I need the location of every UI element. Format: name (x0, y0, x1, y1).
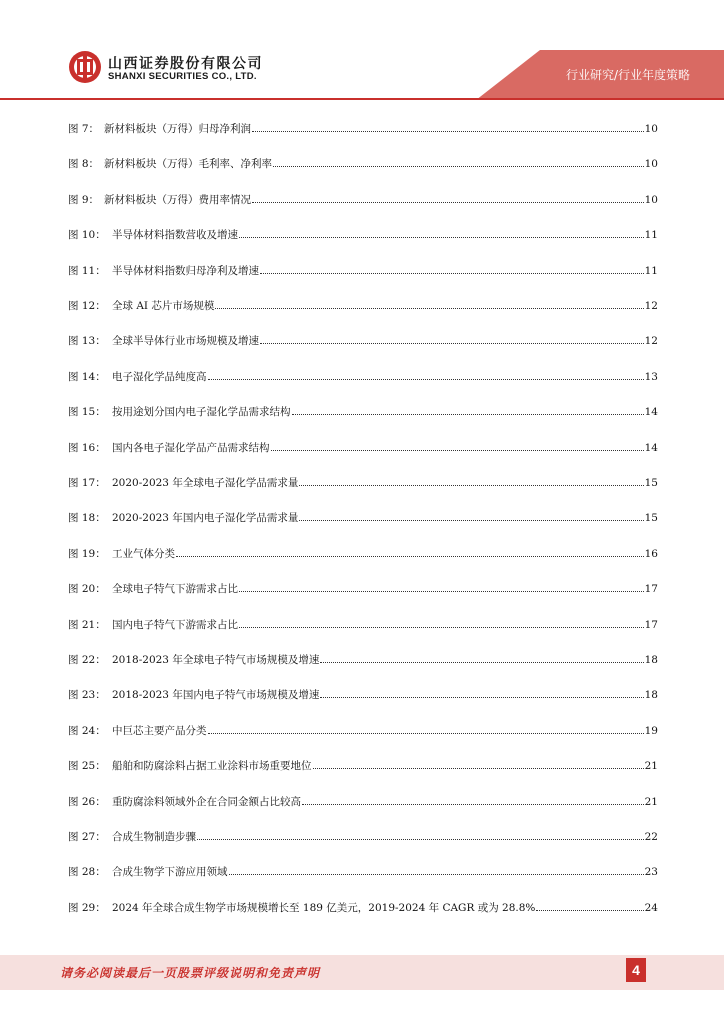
dot-leader (292, 405, 644, 415)
figure-label: 图 29： (68, 902, 106, 914)
company-name-en: SHANXI SECURITIES CO., LTD. (108, 71, 257, 82)
dot-leader (313, 759, 644, 769)
figure-title: 重防腐涂料领域外企在合同金额占比较高 (112, 796, 301, 808)
dot-leader (239, 618, 644, 628)
toc-entry[interactable] (68, 547, 658, 561)
figure-label: 图 12： (68, 300, 106, 312)
figure-label: 图 8： (68, 158, 100, 170)
toc-entry[interactable] (68, 122, 658, 136)
toc-page-number: 12 (644, 335, 658, 347)
dot-leader (536, 901, 643, 911)
toc-entry[interactable] (68, 901, 658, 915)
toc-page-number: 14 (644, 442, 658, 454)
figure-title: 工业气体分类 (112, 548, 175, 560)
footer-disclaimer: 请务必阅读最后一页股票评级说明和免责声明 (60, 966, 321, 980)
figure-title: 国内电子特气下游需求占比 (112, 619, 238, 631)
page-number: 4 (626, 958, 646, 982)
dot-leader (208, 370, 644, 380)
toc-entry[interactable] (68, 157, 658, 171)
toc-entry[interactable] (68, 334, 658, 348)
dot-leader (252, 122, 644, 132)
figure-label: 图 23： (68, 689, 106, 701)
figure-label: 图 9： (68, 194, 100, 206)
toc-entry[interactable] (68, 724, 658, 738)
toc-entry[interactable] (68, 476, 658, 490)
toc-entry[interactable] (68, 759, 658, 773)
dot-leader (239, 582, 644, 592)
figure-label: 图 13： (68, 335, 106, 347)
toc-entry[interactable] (68, 511, 658, 525)
toc-page-number: 21 (644, 760, 658, 772)
dot-leader (271, 441, 644, 451)
toc-page-number: 24 (644, 902, 658, 914)
toc-page-number: 12 (644, 300, 658, 312)
dot-leader (197, 830, 644, 840)
figure-title: 半导体材料指数营收及增速 (112, 229, 238, 241)
figure-label: 图 14： (68, 371, 106, 383)
toc-entry[interactable] (68, 688, 658, 702)
dot-leader (176, 547, 644, 557)
figure-label: 图 22： (68, 654, 106, 666)
dot-leader (260, 334, 644, 344)
dot-leader (215, 299, 643, 309)
toc-entry[interactable] (68, 441, 658, 455)
report-type: 行业研究/行业年度策略 (565, 68, 690, 82)
toc-entry[interactable] (68, 299, 658, 313)
figure-title: 中巨芯主要产品分类 (112, 725, 207, 737)
dot-leader (208, 724, 644, 734)
dot-leader (260, 264, 644, 274)
figure-title: 合成生物制造步骤 (112, 831, 196, 843)
figure-title: 2024 年全球合成生物学市场规模增长至 189 亿美元，2019-2024 年 CAGR 或为 28.8% (112, 902, 536, 914)
figure-label: 图 18： (68, 512, 106, 524)
toc-page-number: 21 (644, 796, 658, 808)
figure-title: 船舶和防腐涂料占据工业涂料市场重要地位 (112, 760, 312, 772)
figure-label: 图 15： (68, 406, 106, 418)
company-name-cn: 山西证券股份有限公司 (108, 56, 263, 72)
toc-page-number: 23 (644, 866, 658, 878)
dot-leader (320, 653, 643, 663)
dot-leader (299, 511, 643, 521)
toc-entry[interactable] (68, 795, 658, 809)
toc-entry[interactable] (68, 228, 658, 242)
toc-entry[interactable] (68, 865, 658, 879)
figure-label: 图 20： (68, 583, 106, 595)
figure-title: 2020-2023 年全球电子湿化学品需求量 (112, 477, 299, 489)
toc-entry[interactable] (68, 370, 658, 384)
toc-entry[interactable] (68, 264, 658, 278)
toc-page-number: 17 (644, 619, 658, 631)
toc-page-number: 10 (644, 123, 658, 135)
dot-leader (252, 193, 644, 203)
figure-title: 2020-2023 年国内电子湿化学品需求量 (112, 512, 299, 524)
toc-page-number: 18 (644, 654, 658, 666)
figure-title: 新材料板块（万得）归母净利润 (104, 123, 251, 135)
toc-page-number: 11 (644, 229, 658, 241)
dot-leader (229, 865, 644, 875)
figure-label: 图 17： (68, 477, 106, 489)
toc-page-number: 18 (644, 689, 658, 701)
toc-page-number: 17 (644, 583, 658, 595)
figure-label: 图 16： (68, 442, 106, 454)
dot-leader (239, 228, 644, 238)
figure-title: 全球 AI 芯片市场规模 (112, 300, 215, 312)
toc-entry[interactable] (68, 830, 658, 844)
figure-label: 图 28： (68, 866, 106, 878)
figure-label: 图 7： (68, 123, 100, 135)
toc-page-number: 22 (644, 831, 658, 843)
toc-page-number: 13 (644, 371, 658, 383)
toc-page-number: 10 (644, 158, 658, 170)
page-header (0, 0, 724, 100)
figure-title: 2018-2023 年全球电子特气市场规模及增速 (112, 654, 320, 666)
figure-label: 图 26： (68, 796, 106, 808)
toc-entry[interactable] (68, 582, 658, 596)
figure-label: 图 10： (68, 229, 106, 241)
figure-title: 新材料板块（万得）费用率情况 (104, 194, 251, 206)
figure-title: 国内各电子湿化学品产品需求结构 (112, 442, 270, 454)
figure-title: 新材料板块（万得）毛利率、净利率 (104, 158, 272, 170)
figure-label: 图 19： (68, 548, 106, 560)
toc-page-number: 11 (644, 265, 658, 277)
header-band (0, 0, 724, 100)
figure-title: 全球电子特气下游需求占比 (112, 583, 238, 595)
dot-leader (299, 476, 643, 486)
figure-label: 图 25： (68, 760, 106, 772)
figure-label: 图 24： (68, 725, 106, 737)
toc-page-number: 15 (644, 512, 658, 524)
dot-leader (320, 688, 643, 698)
figure-title: 半导体材料指数归母净利及增速 (112, 265, 259, 277)
toc-page-number: 19 (644, 725, 658, 737)
dot-leader (273, 157, 644, 167)
toc-page-number: 16 (644, 548, 658, 560)
figure-title: 2018-2023 年国内电子特气市场规模及增速 (112, 689, 320, 701)
figure-label: 图 27： (68, 831, 106, 843)
dot-leader (302, 795, 644, 805)
figure-title: 全球半导体行业市场规模及增速 (112, 335, 259, 347)
toc-entry[interactable] (68, 193, 658, 207)
figure-title: 按用途划分国内电子湿化学品需求结构 (112, 406, 291, 418)
figure-title: 合成生物学下游应用领域 (112, 866, 228, 878)
toc-page-number: 15 (644, 477, 658, 489)
toc-entry[interactable] (68, 618, 658, 632)
toc-entry[interactable] (68, 653, 658, 667)
figure-label: 图 21： (68, 619, 106, 631)
toc-page-number: 14 (644, 406, 658, 418)
toc-entry[interactable] (68, 405, 658, 419)
toc-page-number: 10 (644, 194, 658, 206)
figure-title: 电子湿化学品纯度高 (112, 371, 207, 383)
figure-label: 图 11： (68, 265, 106, 277)
company-logo-icon (68, 50, 102, 84)
